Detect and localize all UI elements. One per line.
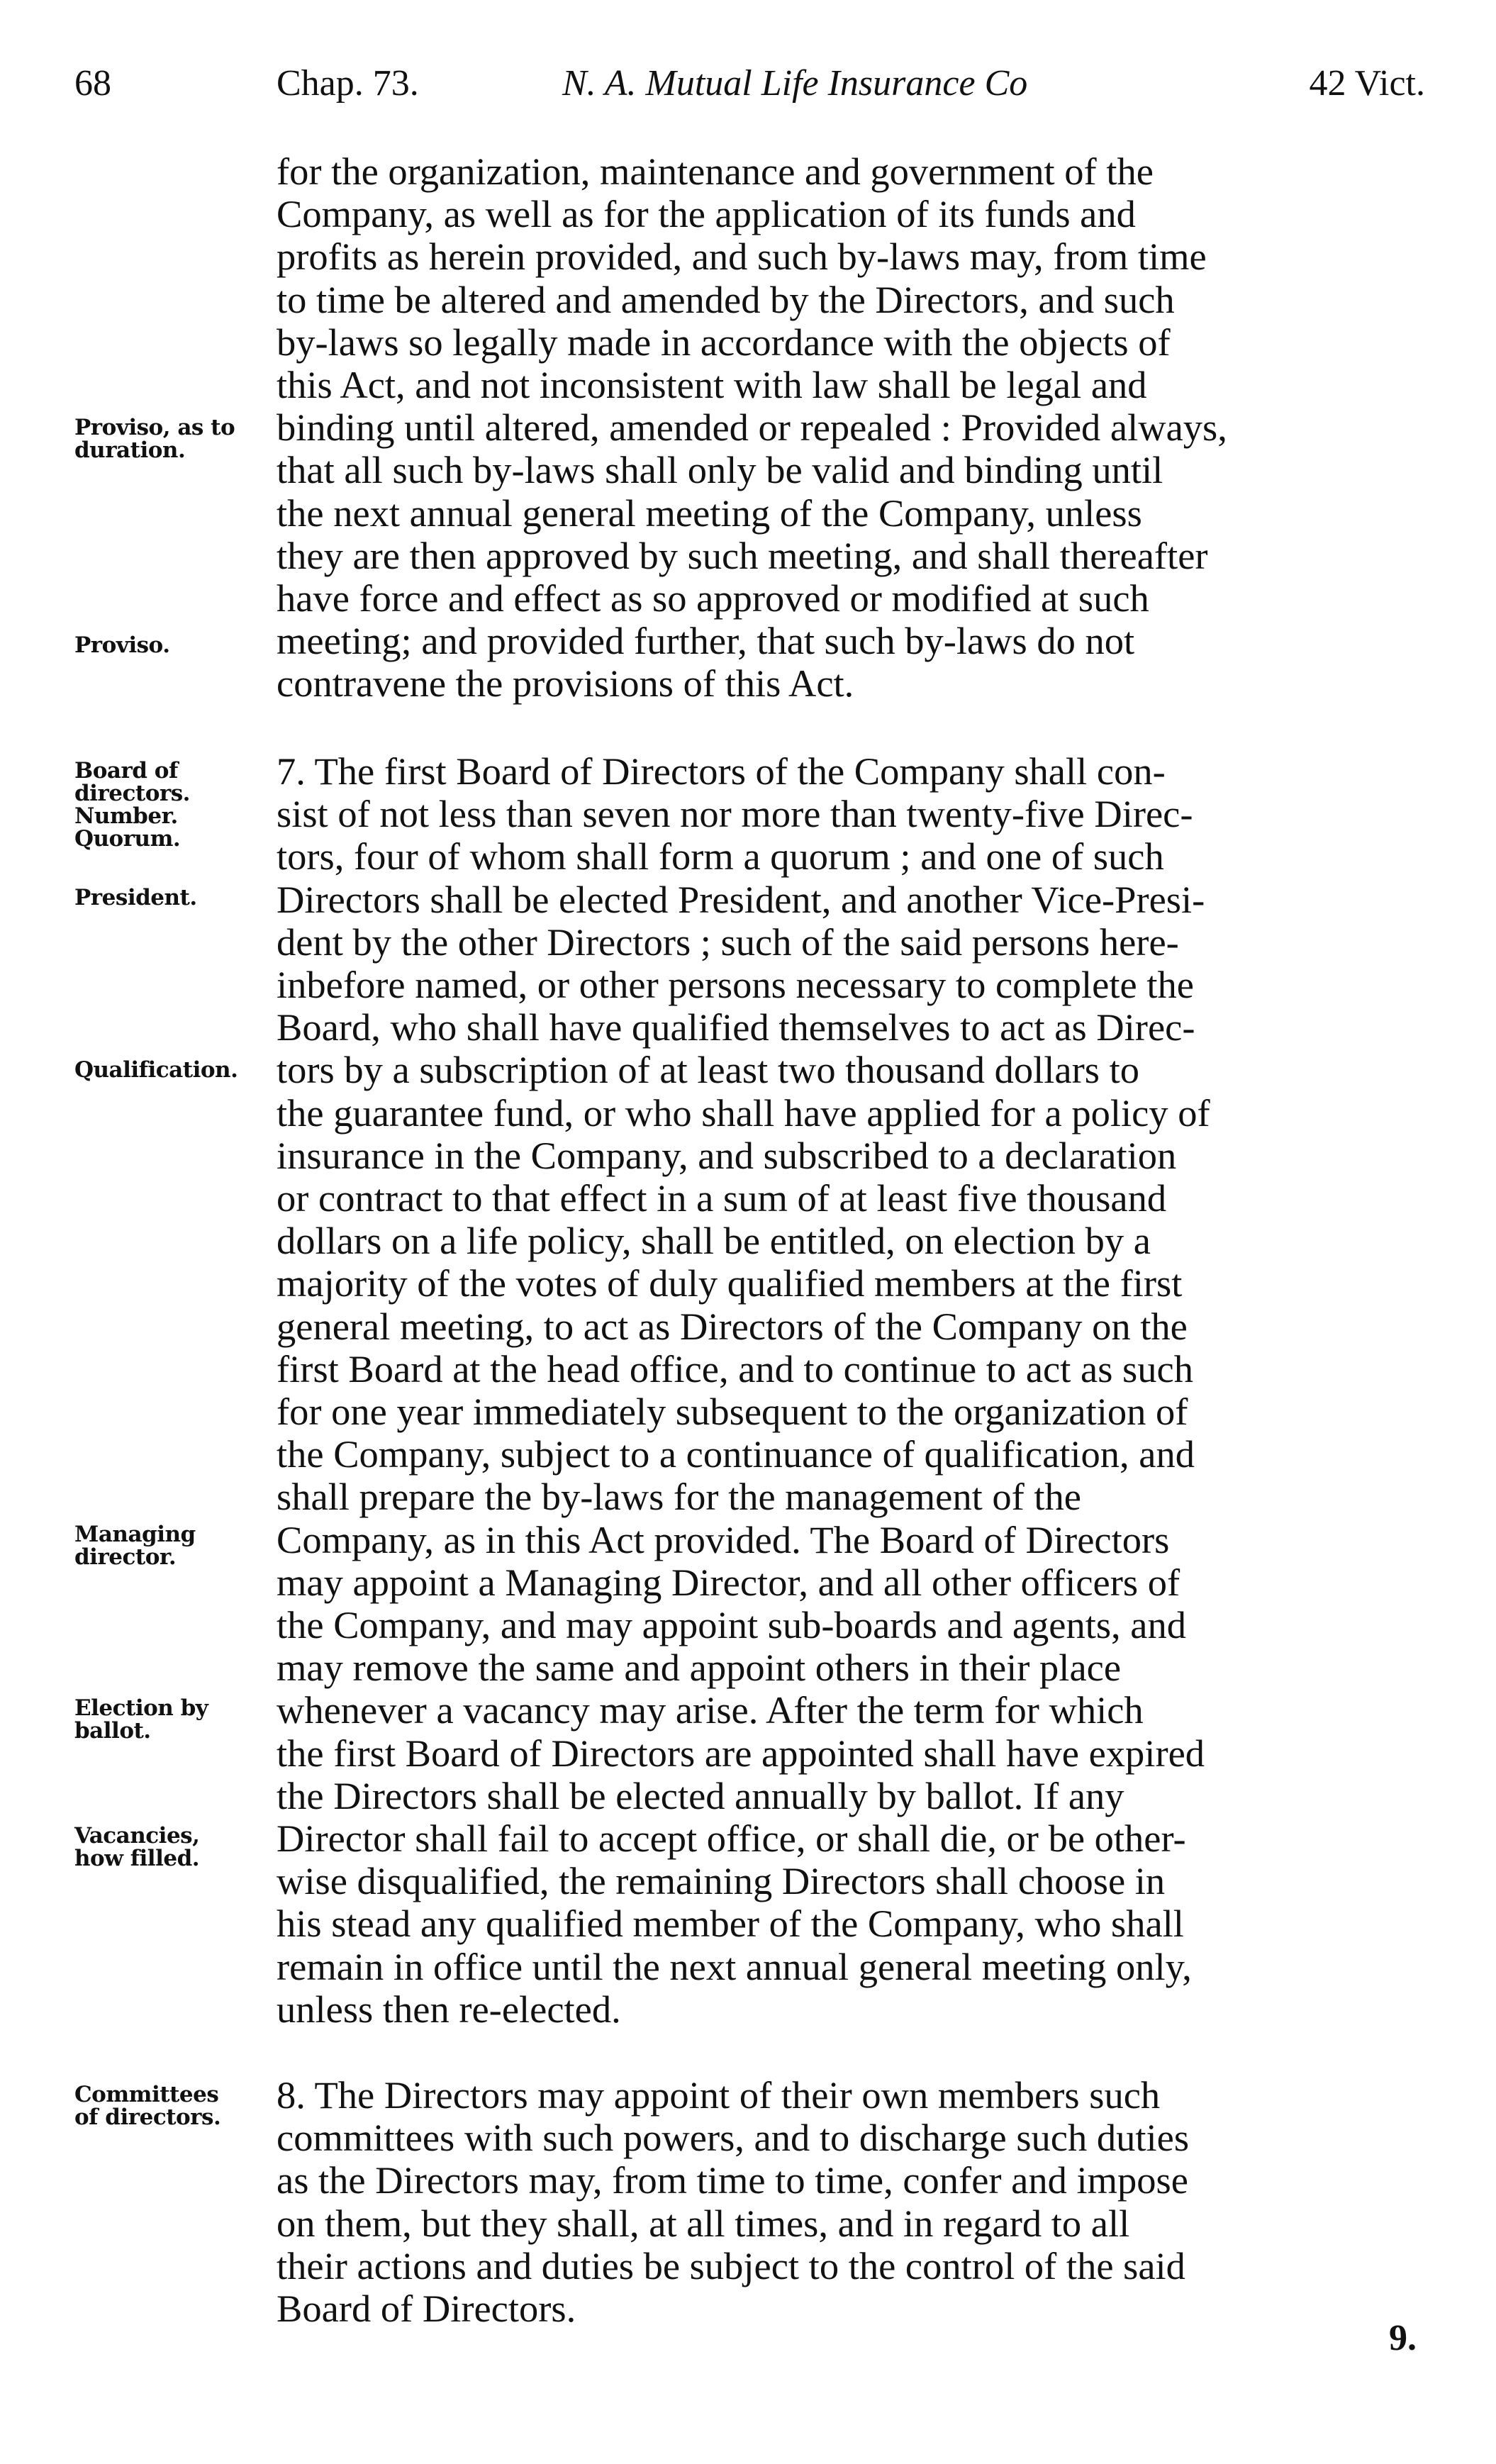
margin-note-president: President.: [74, 885, 197, 910]
paragraph-bylaws-continued: for the organization, maintenance and government of the Company, as well as for the application of its funds and profits as herein provided, and such by-laws may, from time to time be altered and amended by the Directors, and such by-laws so legally made in accordance with the objects of this Act, and not inconsistent with law shall be legal and binding until altered, amended or repealed : Provided always, that all such by-laws shall only be valid and binding until the next annual general meeting of the Company, unless they are then approved by such meeting, and shall thereafter have force and effect as so approved or modified at such meeting; and provided further, that such by-laws do not contravene the provisions of this Act.: [277, 150, 1227, 706]
margin-note-managing-director: Managing director.: [74, 1522, 196, 1570]
regnal-year: 42 Vict.: [1309, 63, 1425, 104]
page-number: 68: [74, 63, 111, 104]
margin-note-vacancies: Vacancies, how filled.: [74, 1823, 200, 1871]
margin-note-proviso-duration: Proviso, as to duration.: [74, 415, 235, 463]
chapter-label: Chap. 73.: [277, 63, 419, 104]
running-title: N. A. Mutual Life Insurance Co: [562, 63, 1028, 104]
section-7-paragraph: 7. The first Board of Directors of the Company shall con- sist of not less than seven nor more than twenty-five Direc- tors, four of whom shall form a quorum ; and one of such Directors shall be elected President, and another Vice-Presi- dent by the other Directors ; such of the said persons here- inbefore named, or other persons necessary to complete the Board, who shall have qualified themselves to act as Direc- tors by a subscription of at least two thousand dollars to the guarantee fund, or who shall have applied for a policy of insurance in the Company, and subscribed to a declaration or contract to that effect in a sum of at least five thousand dollars on a life policy, shall be entitled, on election by a majority of the votes of duly qualified members at the first general meeting, to act as Directors of the Company on the first Board at the head office, and to continue to act as such for one year immediately subsequent to the organization of the Company, subject to a continuance of qualification, and shall prepare the by-laws for the management of the Company, as in this Act provided. The Board of Directors may appoint a Managing Director, and all other officers of the Company, and may appoint sub-boards and agents, and may remove the same and appoint others in their place whenever a vacancy may arise. After the term for which the first Board of Directors are appointed shall have expired the Directors shall be elected annually by ballot. If any Director shall fail to accept office, or shall die, or be other- wise disqualified, the remaining Directors shall choose in his stead any qualified member of the Company, who shall remain in office until the next annual general meeting only, unless then re-elected.: [277, 749, 1210, 2031]
section-8-paragraph: 8. The Directors may appoint of their own members such committees with such powers, and to discharge such duties as the Directors may, from time to time, confer and impose on them, but they shall, at all times, and in regard to all their actions and duties be subject to the control of the said Board of Directors.: [277, 2073, 1190, 2331]
margin-note-election-by-ballot: Election by ballot.: [74, 1695, 208, 1744]
margin-note-qualification: Qualification.: [74, 1057, 238, 1083]
running-header: [74, 62, 1425, 112]
catchword: 9.: [1389, 2318, 1417, 2358]
margin-note-proviso: Proviso.: [74, 632, 170, 658]
margin-note-committees: Committees of directors.: [74, 2082, 221, 2130]
margin-note-board-of-directors: Board of directors. Number. Quorum.: [74, 758, 190, 852]
